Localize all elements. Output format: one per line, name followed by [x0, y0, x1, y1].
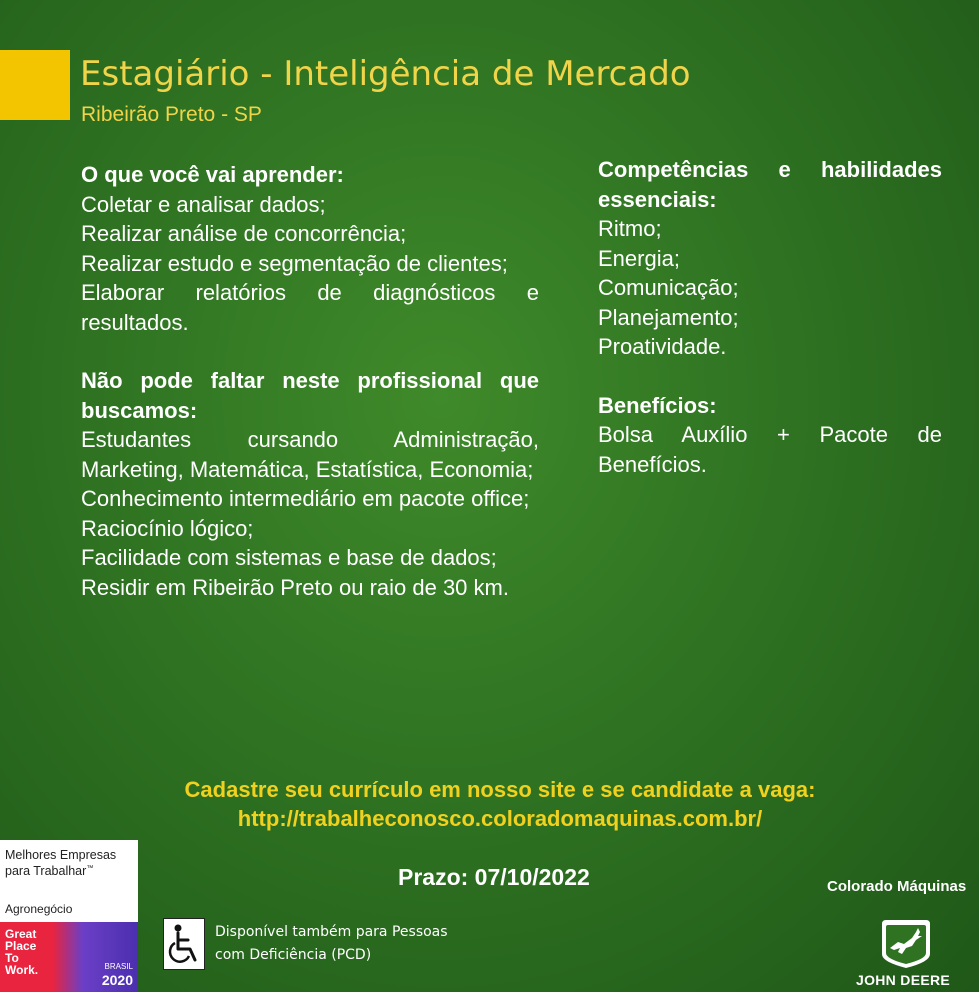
gptw-badge — [0, 840, 138, 992]
learn-item: Coletar e analisar dados; — [81, 191, 326, 217]
wheelchair-icon — [163, 918, 205, 970]
skill-item: Energia; — [598, 245, 680, 271]
learn-item: Realizar análise de concorrência; — [81, 221, 407, 246]
skill-item: Proatividade. — [598, 334, 727, 359]
benefits-heading: Benefícios: — [598, 392, 717, 418]
gptw-words — [5, 928, 38, 976]
requirement-item: Conhecimento intermediário em pacote office; — [81, 486, 530, 511]
requirements-heading: Não pode faltar neste profissional que buscamos: — [81, 368, 539, 423]
gptw-category: Agronegócio — [5, 902, 73, 916]
requirement-item: Facilidade com sistemas e base de dados; — [81, 545, 497, 570]
deadline: Prazo: 07/10/2022 — [398, 864, 590, 890]
yellow-accent-block — [0, 50, 70, 120]
gptw-title — [5, 848, 116, 878]
gptw-line2: para Trabalhar — [5, 864, 87, 879]
pcd-notice — [215, 921, 448, 967]
pcd-line1: Disponível também para Pessoas — [215, 924, 448, 940]
benefits-text: Bolsa Auxílio + Pacote de Benefícios. — [598, 422, 942, 477]
gptw-country: BRASIL — [104, 962, 133, 971]
pcd-line2: com Deficiência (PCD) — [215, 947, 372, 963]
job-location: Ribeirão Preto - SP — [81, 103, 262, 126]
gptw-word: Great — [5, 927, 37, 941]
john-deere-deer-icon — [878, 914, 934, 970]
careers-link[interactable]: http://trabalheconosco.coloradomaquinas.com.br/ — [237, 806, 763, 831]
skill-item: Planejamento; — [598, 304, 739, 330]
right-column — [598, 155, 942, 479]
skills-heading: Competências e habilidades essenciais: — [598, 157, 942, 212]
requirement-item: Residir em Ribeirão Preto ou raio de 30 km. — [81, 574, 509, 600]
job-title: Estagiário - Inteligência de Mercado — [80, 54, 691, 94]
gptw-year: 2020 — [101, 972, 133, 988]
learn-item: Elaborar relatórios de diagnósticos e resultados. — [81, 280, 539, 335]
gptw-line1: Melhores Empresas — [5, 848, 117, 862]
gptw-word: To — [5, 951, 19, 965]
learn-heading: O que você vai aprender: — [81, 162, 344, 187]
gptw-word: Work. — [5, 963, 39, 977]
gptw-word: Place — [5, 939, 37, 953]
learn-item: Realizar estudo e segmentação de clientes; — [81, 250, 508, 276]
left-column — [81, 160, 539, 602]
cta-text: Cadastre seu currículo em nosso site e se candidate a vaga: — [184, 777, 816, 802]
skill-item: Ritmo; — [598, 216, 662, 241]
requirement-item: Estudantes cursando Administração, Marketing, Matemática, Estatística, Economia; — [81, 427, 539, 482]
gptw-band — [0, 922, 138, 992]
skill-item: Comunicação; — [598, 275, 739, 300]
company-name: Colorado Máquinas — [827, 878, 967, 895]
gptw-trademark: ™ — [86, 865, 94, 872]
brand-name: JOHN DEERE — [856, 972, 951, 988]
requirement-item: Raciocínio lógico; — [81, 515, 254, 541]
